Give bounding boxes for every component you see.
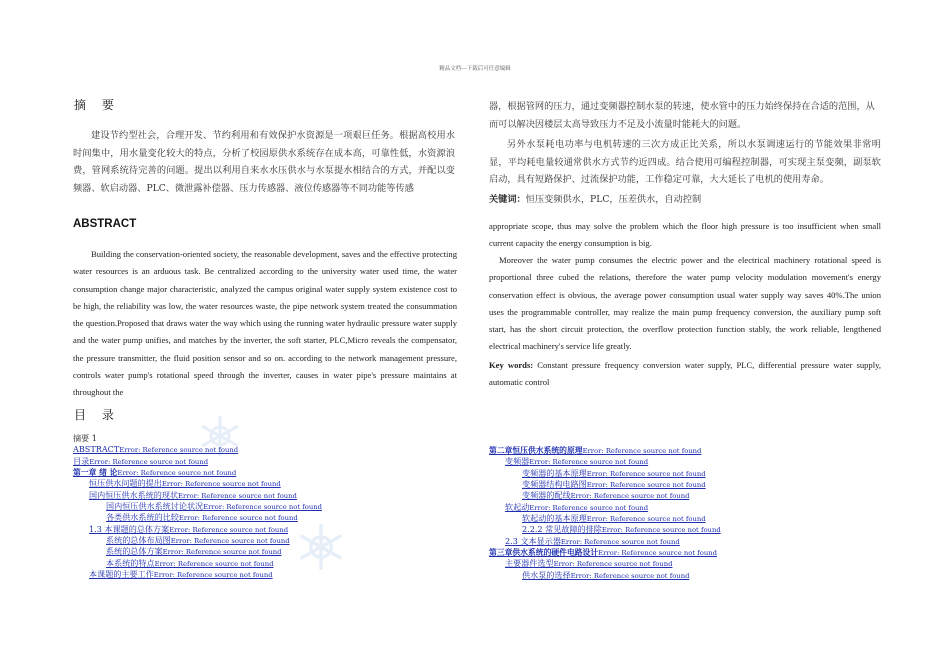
toc-entry-label: 目录 (73, 455, 90, 466)
toc-entry[interactable] (73, 490, 453, 501)
toc-entry-label: 软起动 (505, 501, 530, 512)
toc-entry-label: 供水泵的选择 (522, 569, 571, 580)
keywords-en-value: Constant pressure frequency conversion water supply, PLC, differential pressure water supply, automatic control (489, 360, 881, 388)
toc-entry[interactable] (73, 444, 453, 455)
toc-entry-error: Error: Reference source not found (154, 559, 274, 568)
toc-entry-label: 国内恒压供水系统的现状 (89, 489, 179, 500)
toc-entry[interactable] (489, 456, 881, 467)
toc-entry[interactable] (489, 445, 881, 456)
toc-entry[interactable] (73, 512, 453, 523)
toc-entry-label: 本课题的主要工作 (89, 569, 154, 580)
toc-entry-label: 第三章供水系统的硬件电路设计 (489, 548, 599, 558)
toc-entry[interactable] (489, 513, 881, 524)
toc-entry-label: 变频器结构电路图 (522, 479, 587, 490)
toc-entry[interactable] (489, 502, 881, 513)
toc-entry-error: Error: Reference source not found (119, 446, 239, 455)
toc-entry-link[interactable] (522, 524, 721, 534)
toc-entry-label: 第二章恒压供水系统的原理 (489, 446, 583, 455)
toc-entry[interactable] (489, 536, 881, 547)
toc-entry-link[interactable] (505, 456, 648, 466)
toc-entry[interactable] (73, 456, 453, 467)
toc-entry-link[interactable] (89, 490, 297, 500)
toc-entry-label: 系统的总体布局图 (106, 535, 171, 546)
toc-entry-error: Error: Reference source not found (117, 469, 237, 478)
abstract-cn-paragraph-1-continued: 器，根据管网的压力，通过变频器控制水泵的转速，使水管中的压力始终保持在合适的范围，从而可以解决因楼层太高导致压力不足及小流量时能耗大的问题。 (489, 101, 875, 130)
toc-entry-label: 变频器的基本原理 (522, 467, 587, 478)
toc-entry-link[interactable] (522, 490, 689, 500)
keywords-en-label: Key words: (489, 360, 534, 370)
toc-entry-error: Error: Reference source not found (570, 571, 690, 580)
toc-entry-error: Error: Reference source not found (529, 503, 649, 512)
toc-entry-link[interactable] (489, 547, 717, 557)
toc-entry[interactable] (73, 501, 453, 512)
toc-entry[interactable] (73, 524, 453, 535)
toc-entry-link[interactable] (73, 456, 208, 466)
toc-entry-label: 本系统的特点 (106, 557, 155, 568)
toc-entry-label: 1.3 本课题的总体方案 (89, 523, 170, 534)
toc-entry-link[interactable] (73, 444, 238, 454)
toc-entry-link[interactable] (505, 536, 680, 546)
toc-entry-error: Error: Reference source not found (153, 571, 273, 580)
toc-entry-error: Error: Reference source not found (560, 537, 680, 546)
toc-entry-link[interactable] (89, 478, 281, 488)
toc-title: 目 录 (74, 408, 120, 422)
toc-entry-error: Error: Reference source not found (178, 491, 297, 500)
toc-entry-label: 各类供水系统的比较 (106, 512, 179, 523)
toc-entry[interactable] (489, 547, 881, 558)
toc-entry-link (73, 433, 97, 443)
toc-entry-label: 国内恒压供水系统讨论状况 (106, 501, 204, 512)
abstract-en-paragraph-1-continued: appropriate scope, thus may solve the problem which the floor high pressure is too insufficient when small current capacity the energy consumption is big. (489, 221, 881, 249)
toc-entry-label: 变频器的配线 (522, 490, 571, 501)
toc-entry-link[interactable] (89, 569, 273, 579)
toc-entry[interactable] (73, 558, 453, 569)
keywords-value: 恒压变频供水，PLC，压差供水，自动控制 (525, 194, 702, 205)
toc-entry-label: 2.3 文本显示器 (505, 535, 561, 546)
toc-entry-error: Error: Reference source not found (586, 481, 706, 490)
toc-entry-error: Error: Reference source not found (529, 458, 649, 467)
toc-entry-link[interactable] (522, 570, 689, 580)
page-header: 精品文档---下载后可任意编辑 (439, 66, 511, 72)
toc-right-column (489, 445, 881, 581)
toc-entry[interactable] (489, 558, 881, 569)
abstract-cn-paragraph-2: 另外水泵耗电功率与电机转速的三次方成正比关系，所以水泵调速运行的节能效果非常明显，平均耗电量较通常供水方式节约近四成。结合使用可编程控制器，可实现主泵变频，副泵软启动，具有短路保护、过流保护功能，工作稳定可靠，大大延长了电机的使用寿命。 (489, 139, 881, 185)
toc-entry-error: Error: Reference source not found (203, 503, 322, 512)
abstract-en-title: ABSTRACT (73, 218, 137, 230)
toc-entry[interactable] (73, 535, 453, 546)
toc-entry[interactable] (73, 478, 453, 489)
toc-entry-error: Error: Reference source not found (582, 447, 702, 455)
abstract-cn-paragraph-1: 建设节约型社会，合理开发、节约利用和有效保护水资源是一项艰巨任务。根据高校用水时间集中，用水量变化较大的特点，分析了校园原供水系统存在成本高，可靠性低，水资源浪费，管网系统待完善的问题。提出以利用自来水水压供水与水泵提水相结合的方式，并配以变频器、软启动器、PLC、微泄露补偿器、压力传感器、液位传感器等不同功能等传感 (73, 130, 455, 194)
abstract-cn-keywords (489, 191, 881, 208)
toc-entry-error: Error: Reference source not found (586, 515, 706, 524)
toc-entry-link[interactable] (522, 479, 706, 489)
toc-entry-link[interactable] (489, 445, 701, 455)
toc-entry (73, 433, 453, 444)
toc-entry-link[interactable] (522, 513, 706, 523)
toc-entry-error: Error: Reference source not found (89, 457, 209, 466)
toc-entry[interactable] (489, 570, 881, 581)
toc-entry-label: 软起动的基本原理 (522, 513, 587, 524)
toc-entry-label: 变频器 (505, 456, 530, 467)
toc-entry-error: Error: Reference source not found (162, 548, 282, 557)
toc-entry[interactable] (489, 490, 881, 501)
toc-entry-error: Error: Reference source not found (161, 480, 281, 489)
toc-entry-error: Error: Reference source not found (169, 525, 289, 534)
abstract-cn-title: 摘 要 (74, 98, 120, 112)
toc-entry-label: 系统的总体方案 (106, 546, 163, 557)
toc-entry-link[interactable] (106, 558, 273, 568)
toc-entry-label: 主要器件选型 (505, 558, 554, 569)
toc-entry[interactable] (73, 569, 453, 580)
toc-entry-error: Error: Reference source not found (598, 549, 717, 558)
toc-entry[interactable] (73, 467, 453, 478)
toc-entry-link[interactable] (106, 546, 282, 556)
toc-entry[interactable] (489, 479, 881, 490)
toc-entry-link[interactable] (73, 467, 236, 477)
keywords-label: 关键词： (489, 194, 526, 205)
toc-entry-label: 摘要 1 (73, 433, 97, 443)
toc-entry-link[interactable] (522, 468, 706, 478)
toc-entry-error: Error: Reference source not found (586, 469, 706, 478)
toc-entry-error: Error: Reference source not found (178, 514, 298, 523)
toc-entry-error: Error: Reference source not found (601, 526, 721, 535)
toc-entry-error: Error: Reference source not found (170, 537, 290, 546)
toc-entry-label: ABSTRACT (73, 444, 120, 455)
toc-entry-link[interactable] (106, 535, 290, 545)
toc-entry-link[interactable] (106, 512, 298, 522)
toc-entry-link[interactable] (89, 524, 288, 534)
abstract-en-paragraph-1: Building the conservation-oriented society, the reasonable development, saves and the effective protecting water resources is an arduous task. Be centralized according to the university water used time, the water consumption change major characteristic, analyzed the campus original water supply system existence cost to be high, the reliability was low, the water resources waste, the pipe network system treated the consummation the question.Proposed that draws water the way which using the running water hydraulic pressure water supply and the water pump unifies, and matches by the inverter, the soft starter, PLC,Micro reveals the compensator, the pressure transmitter, the fluid position sensor and so on. according to the network management pressure, controls water pump's rotational speed through the inverter, causes in water pipe's pressure maintains at throughout the (73, 249, 457, 398)
toc-entry[interactable] (489, 524, 881, 535)
toc-entry-link[interactable] (505, 502, 648, 512)
toc-entry-error: Error: Reference source not found (570, 492, 690, 501)
toc-entry-label: 恒压供水问题的提出 (89, 478, 162, 489)
abstract-en-keywords (489, 357, 881, 392)
toc-entry-label: 2.2.2 常见故障的排除 (522, 524, 602, 535)
toc-entry[interactable] (73, 546, 453, 557)
toc-entry-label: 第一章 绪 论 (73, 468, 118, 478)
toc-entry-error: Error: Reference source not found (553, 560, 673, 569)
toc-entry-link[interactable] (106, 501, 322, 511)
toc-left-column (73, 433, 453, 580)
abstract-en-paragraph-2: Moreover the water pump consumes the electric power and the electrical machinery rotational speed is proportional three cubed the relations, therefore the water pump velocity modulation movement's energy conservation effect is obvious, the average power consumption usual water supply way saves 40%.The union uses the programmable controller, may realize the main pump frequency conversion, the auxiliary pump soft start, has the short circuit protection, the overflow protection function stably, the work reliable, lengthened electrical machinery's service life greatly. (489, 255, 881, 352)
toc-entry[interactable] (489, 468, 881, 479)
toc-entry-link[interactable] (505, 558, 672, 568)
